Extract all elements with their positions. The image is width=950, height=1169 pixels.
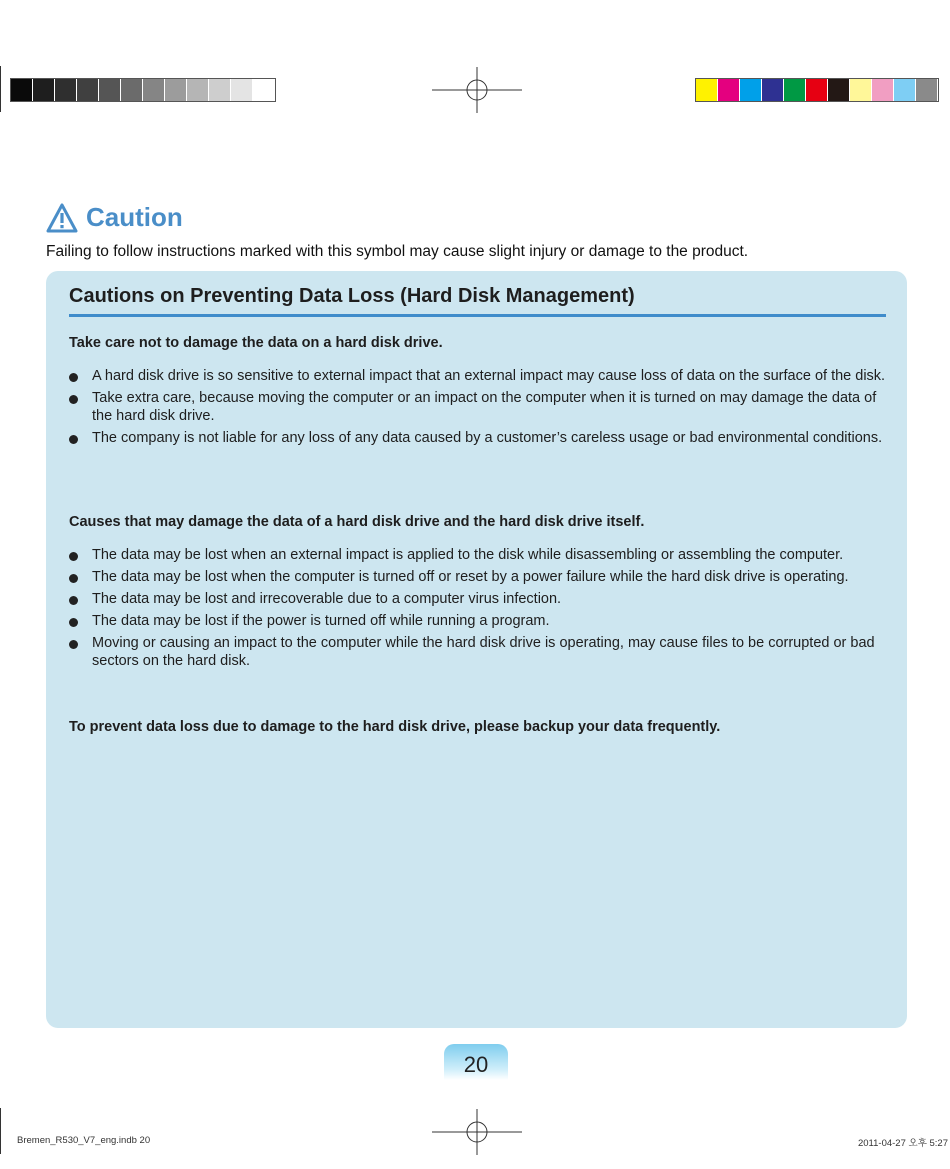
gray-swatch [231, 79, 253, 101]
print-timestamp: 2011-04-27 오후 5:27 [857, 1138, 948, 1149]
color-swatch [850, 79, 872, 101]
gray-swatch [143, 79, 165, 101]
backup-note: To prevent data loss due to damage to the hard disk drive, please backup your data frequently. [69, 719, 721, 735]
list-item: The data may be lost and irrecoverable due to a computer virus infection. [69, 591, 889, 609]
gray-swatch [209, 79, 231, 101]
gray-swatch [99, 79, 121, 101]
caution-title: Caution [86, 202, 183, 232]
registration-mark-bottom [432, 1109, 522, 1155]
section2-heading: Causes that may damage the data of a hard disk drive and the hard disk drive itself. [69, 514, 645, 530]
gray-swatch [165, 79, 187, 101]
gray-swatch [11, 79, 33, 101]
color-swatch [696, 79, 718, 101]
color-calibration-bar [695, 78, 939, 102]
list-item: A hard disk drive is so sensitive to external impact that an external impact may cause loss of data on the surface of the disk. [69, 368, 889, 386]
gray-swatch [253, 79, 275, 101]
data-loss-panel [46, 271, 907, 1028]
print-file-label: Bremen_R530_V7_eng.indb 20 [17, 1135, 151, 1146]
crop-mark-top-left [0, 66, 1, 112]
color-swatch [784, 79, 806, 101]
color-swatch [894, 79, 916, 101]
list-item: The data may be lost if the power is turned off while running a program. [69, 613, 889, 631]
crop-mark-bottom-left [0, 1108, 1, 1154]
color-swatch [718, 79, 740, 101]
list-item: Moving or causing an impact to the computer while the hard disk drive is operating, may cause files to be corrupted or bad sectors on the hard disk. [69, 635, 889, 670]
caution-header [46, 202, 183, 233]
grayscale-calibration-bar [10, 78, 276, 102]
list-item: The data may be lost when the computer is turned off or reset by a power failure while the hard disk drive is operating. [69, 569, 889, 587]
gray-swatch [33, 79, 55, 101]
gray-swatch [187, 79, 209, 101]
color-swatch [740, 79, 762, 101]
color-swatch [762, 79, 784, 101]
list-item: The company is not liable for any loss of any data caused by a customer’s careless usage or bad environmental conditions. [69, 430, 889, 448]
gray-swatch [121, 79, 143, 101]
page-number: 20 [444, 1044, 508, 1080]
list-item: The data may be lost when an external impact is applied to the disk while disassembling or assembling the computer. [69, 547, 889, 565]
color-swatch [828, 79, 850, 101]
list-item: Take extra care, because moving the computer or an impact on the computer when it is turned on may damage the data of the hard disk drive. [69, 390, 889, 425]
section1-list [69, 368, 889, 452]
gray-swatch [77, 79, 99, 101]
color-swatch [872, 79, 894, 101]
caution-intro: Failing to follow instructions marked with this symbol may cause slight injury or damage to the product. [46, 243, 749, 260]
registration-mark-top [432, 67, 522, 113]
gray-swatch [55, 79, 77, 101]
color-swatch [806, 79, 828, 101]
warning-triangle-icon [46, 203, 78, 233]
section1-heading: Take care not to damage the data on a hard disk drive. [69, 335, 443, 351]
panel-title: Cautions on Preventing Data Loss (Hard Disk Management) [69, 285, 886, 317]
color-swatch [916, 79, 938, 101]
section2-list [69, 547, 889, 675]
